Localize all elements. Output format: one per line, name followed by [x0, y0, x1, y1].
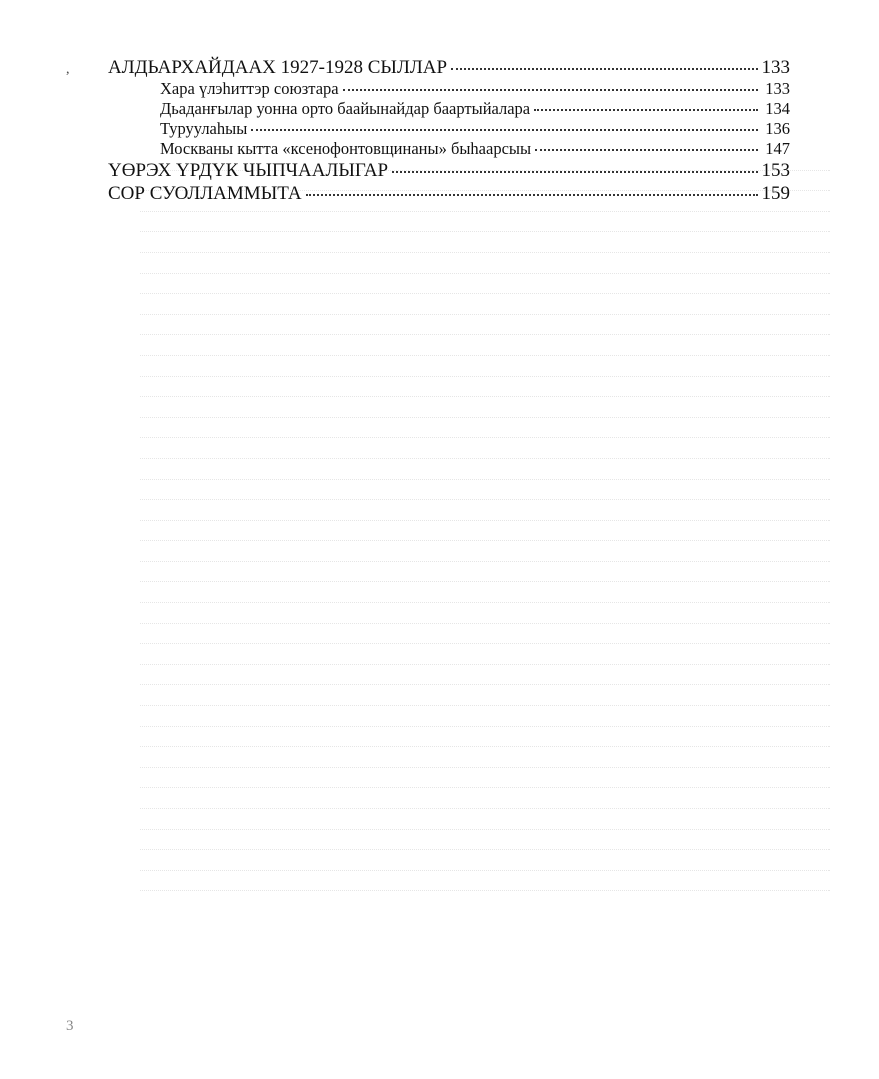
toc-entry-page: 153	[761, 160, 790, 181]
toc-entry	[108, 56, 790, 79]
toc-entry	[108, 99, 790, 119]
toc-entry-title: АЛДЬАРХАЙДААХ 1927-1928 СЫЛЛАР	[108, 57, 448, 78]
toc-entry-title: Хара үлэhиттэр союзтара	[160, 79, 339, 98]
dot-leader	[451, 68, 757, 70]
toc-entry	[108, 79, 790, 99]
toc-entry-title: ҮӨРЭХ ҮРДҮК ЧЫПЧААЛЫГАР	[108, 160, 389, 181]
dot-leader	[535, 149, 758, 151]
toc-entry-title: Дьаданғылар уонна орто баайынайдар баартыйалара	[160, 99, 531, 118]
dot-leader	[306, 194, 758, 196]
stray-ink-mark: ,	[66, 62, 70, 77]
table-of-contents	[108, 56, 790, 205]
toc-entry-page: 134	[765, 99, 790, 118]
toc-entry-page: 133	[761, 57, 790, 78]
bleed-through-text	[140, 150, 830, 891]
toc-entry-page: 133	[765, 79, 790, 98]
page-number: 3	[66, 1018, 74, 1034]
dot-leader	[251, 129, 758, 131]
toc-entry	[108, 159, 790, 182]
dot-leader	[392, 171, 757, 173]
toc-entry-title: Туруулаhыы	[160, 119, 248, 138]
toc-entry-title: СОР СУОЛЛАММЫТА	[108, 183, 302, 204]
dot-leader	[343, 89, 758, 91]
dot-leader	[534, 109, 758, 111]
toc-entry	[108, 139, 790, 159]
toc-entry-page: 147	[765, 139, 790, 158]
toc-entry	[108, 182, 790, 205]
toc-entry-page: 159	[761, 183, 790, 204]
toc-entry-page: 136	[765, 119, 790, 138]
toc-entry	[108, 119, 790, 139]
toc-entry-title: Москваны кытта «ксенофонтовщинаны» быhаарсыы	[160, 139, 532, 158]
